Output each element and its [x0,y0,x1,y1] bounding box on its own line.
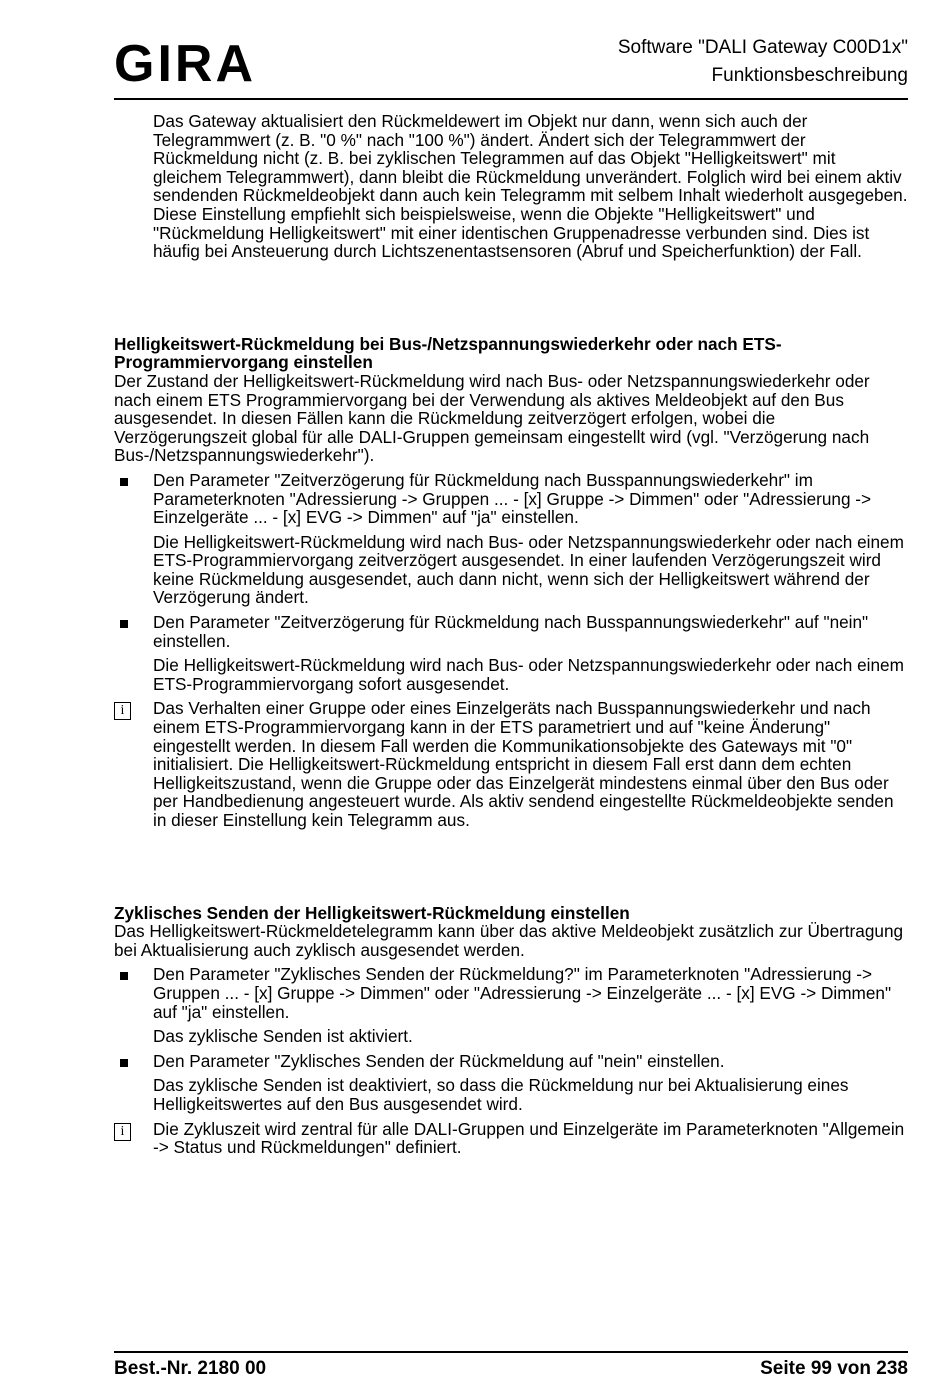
section2-bullet1: Den Parameter "Zyklisches Senden der Rückmeldung?" im Parameterknoten "Adressierung -> Gruppen ... - [x] Gruppe -> Dimmen" oder "Adressierung -> Einzelgeräte ... - [x] EVG -> Dimmen" auf "ja" einstellen. [153,964,892,1022]
section2-bullet1-result: Das zyklische Senden ist aktiviert. [153,1026,413,1047]
page-number: Seite 99 von 238 [760,1358,908,1379]
list-item [114,1052,908,1071]
square-bullet-icon [120,613,128,632]
section2-heading: Zyklisches Senden der Helligkeitswert-Rückmeldung einstellen [114,902,630,923]
section2-body: Das Helligkeitswert-Rückmeldetelegramm kann über das aktive Meldeobjekt zusätzlich zur Übertragung bei Aktualisierung auch zyklisch ausgesendet werden. [114,921,904,960]
section1-bullet1-result: Die Helligkeitswert-Rückmeldung wird nach Bus- oder Netzspannungswiederkehr oder nach einem ETS-Programmiervorgang zeitverzögert ausgesendet. In einer laufenden Verzögerungszeit wird keine Rückmeldung ausgesendet, auch dann nicht, wenn sich der Helligkeitswert während der Verzögerung ändert. [153,531,904,608]
document-title-line2: Funktionsbeschreibung [711,65,908,86]
intro-paragraph-1: Das Gateway aktualisiert den Rückmeldewert im Objekt nur dann, wenn sich auch der Telegrammwert (z. B. "0 %" nach "100 %") ändert. Ändert sich der Telegrammwert der Rückmeldung nicht (z. B. bei zyklischen Telegrammen auf das Objekt "Helligkeitswert" mit gleichem Telegrammwert), dann bleibt die Rückmeldung unverändert. Folglich wird bei einem aktiv sendenden Rückmeldeobjekt dann auch kein Telegramm mit selbem Inhalt wiederholt ausgegeben. [153,111,908,206]
document-title-line1: Software "DALI Gateway C00D1x" [617,37,908,58]
list-item [114,471,908,527]
intro-paragraph-2: Diese Einstellung empfiehlt sich beispielsweise, wenn die Objekte "Helligkeitswert" und "Rückmeldung Helligkeitswert" mit einer identischen Gruppenadresse verbunden sind. Dies ist häufig bei Ansteuerung durch Lichtszenentastsensoren (Abruf und Speicherfunktion) der Fall. [153,203,870,262]
section1-bullet1: Den Parameter "Zeitverzögerung für Rückmeldung nach Busspannungswiederkehr" im Parameterknoten "Adressierung -> Gruppen ... - [x] Gruppe -> Dimmen" oder "Adressierung -> Einzelgeräte ... - [x] EVG -> Dimmen" auf "ja" einstellen. [153,469,872,528]
order-number: Best.-Nr. 2180 00 [114,1358,267,1379]
section1-info-text: Das Verhalten einer Gruppe oder eines Einzelgeräts nach Busspannungswiederkehr und nach einem ETS-Programmiervorgang kann in der ETS parametriert und auf "keine Änderung" eingestellt werden. In diesem Fall werden die Kommunikationsobjekte des Gateways mit "0" initialisiert. Die Helligkeitswert-Rückmeldung entspricht in diesem Fall erst dann dem echten Helligkeitszustand, wenn die Gruppe oder das Einzelgerät mindestens einmal über den Bus oder per Handbedienung angesteuert wurde. Als aktiv sendend eingestellte Rückmeldeobjekte senden in dieser Einstellung kein Telegramm aus. [153,698,894,830]
section2-bullet2: Den Parameter "Zyklisches Senden der Rückmeldung auf "nein" einstellen. [153,1050,725,1071]
list-item [114,965,908,1021]
gira-logo: GIRA [114,35,256,93]
page-header [114,30,908,100]
page-content [114,112,908,1157]
section2-info-text: Die Zykluszeit wird zentral für alle DALI-Gruppen und Einzelgeräte im Parameterknoten "Allgemein -> Status und Rückmeldungen" definiert. [153,1118,905,1158]
list-item [114,613,908,650]
square-bullet-icon [120,1052,128,1071]
section1-bullet2: Den Parameter "Zeitverzögerung für Rückmeldung nach Busspannungswiederkehr" auf "nein" einstellen. [153,612,869,651]
section2-bullet2-result: Das zyklische Senden ist deaktiviert, so dass die Rückmeldung nur bei Aktualisierung eines Helligkeitswertes auf den Bus ausgesendet wird. [153,1075,849,1114]
section1-heading: Helligkeitswert-Rückmeldung bei Bus-/Netzspannungswiederkehr oder nach ETS-Programmiervorgang einstellen [114,333,782,373]
page-footer [114,1351,908,1379]
section1-body: Der Zustand der Helligkeitswert-Rückmeldung wird nach Bus- oder Netzspannungswiederkehr oder nach einem ETS Programmiervorgang bei der Verwendung als aktives Meldeobjekt auf den Bus ausgesendet. In diesen Fällen kann die Rückmeldung zeitverzögert erfolgen, wobei die Verzögerungszeit global für alle DALI-Gruppen gemeinsam eingestellt wird (vgl. "Verzögerung nach Bus-/Netzspannungswiederkehr"). [114,370,870,466]
info-icon: i [114,1120,131,1141]
info-note [114,1120,908,1157]
section1-bullet2-result: Die Helligkeitswert-Rückmeldung wird nach Bus- oder Netzspannungswiederkehr oder nach einem ETS-Programmiervorgang sofort ausgesendet. [153,655,904,694]
info-icon: i [114,699,131,720]
info-note [114,699,908,829]
document-title [618,34,908,90]
square-bullet-icon [120,965,128,984]
square-bullet-icon [120,471,128,490]
